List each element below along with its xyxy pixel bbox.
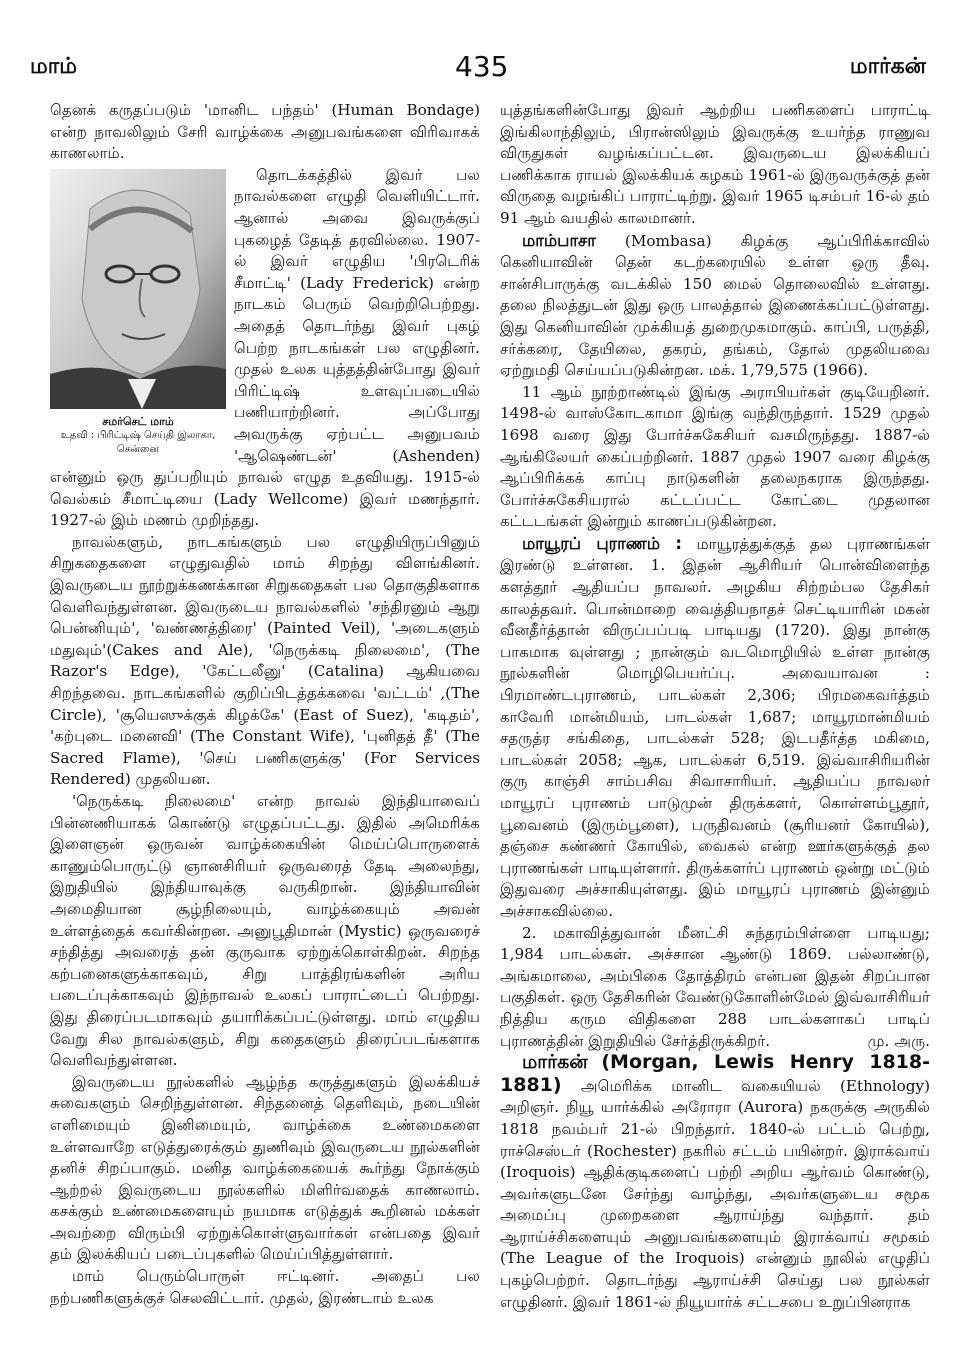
paragraph <box>500 923 930 1053</box>
page-number: 435 <box>455 50 509 83</box>
left-column <box>50 100 480 1309</box>
entry-text: மாயூரத்துக்குத் தல புராணங்கள் இரண்டு உள்ளன. 1. இதன் ஆசிரியர் பொன்விளைந்த களத்தூர் ஆதியப்ப நாவலர். அழகிய சிற்றம்பல தேசிகர் காலத்தவர். பொன்மாறை வைத்தியநாதச் செட்டியாரின் மகன் வீனதீர்த்தான் விருப்பப்படி பாடியது (1720). இது நான்கு பாகமாக வுள்ளது ; நான்கும் வடமொழியில் உள்ள நான்கு நூல்களின் மொழிபெயர்ப்பு. அவையாவன : பிரமாண்டபுராணம், பாடல்கள் 2,306; பிரமகைவர்த்தம் காவேரி மான்மியம், பாடல்கள் 1,687; மாயூரமான்மியம் சதருத்ர சங்கிதை, பாடல்கள் 528; இடபதீர்த்த மகிமை, பாடல்கள் 2058; ஆக, பாடல்கள் 6,519. இவ்வாசிரியரின் குரு காஞ்சி சாம்பசிவ சிவாசாரியர். ஆதியப்ப நாவலர் மாயூரப் புராணம் பாடுமுன் திருக்களர், கொள்ளம்பூதூர், பூவைனம் (இரும்பூளை), பருதிவனம் (சூரியனர் கோயில்), தஞ்சை கண்ணர் கோயில், வைகல் என்ற ஊர்களுக்குத் தல புராணங்கள் பாடியுள்ளார். திருக்களர்ப் புராணம் ஒன்று மட்டும் இதுவரை அச்சாகியுள்ளது. இம் மாயூரப் புராணம் இன்னும் அச்சாகவில்லை. <box>500 534 931 920</box>
entry-mombasa <box>500 230 930 382</box>
running-head-left: மாம் <box>30 54 77 79</box>
paragraph: யுத்தங்களின்போது இவர் ஆற்றிய பணிகளைப் பாராட்டி இங்கிலாந்திலும், பிரான்ஸிலும் இவருக்கு உயர்ந்த ராணுவ விருதுகள் வழங்கப்பட்டன. இவருடைய இலக்கியப் பணிக்காக ராயல் இலக்கியக் கழகம் 1961-ல் இருவருக்குத் தன் விருதை வழங்கிப் பாராட்டிற்று. இவர் 1965 டிசம்பர் 16-ல் தம் 91 ஆம் வயதில் காலமானர். <box>500 101 930 227</box>
entry-latin-name: (Mombasa) <box>624 231 712 250</box>
portrait-figure <box>50 169 226 457</box>
entry-title: மாம்பாசா <box>522 230 596 250</box>
paragraph: தொடக்கத்தில் இவர் பல நாவல்களை எழுதி வெளியிட்டார். ஆனால் அவை இவருக்குப் புகழைத் தேடித் தரவில்லை. 1907-ல் இவர் எழுதிய 'பிரடெரிக் சீமாட்டி' (Lady Frederick) என்ற நாடகம் பெரும் வெற்றிபெற்றது. அதைத் தொடர்ந்து இவர் புகழ் பெற்ற நாடகங்கள் பல எழுதினர். முதல் உலக யுத்தத்தின்போது இவர் பிரிட்டிஷ் உளவுப்படையில் பணியாற்றினர். அப்போது அவருக்கு ஏற்பட்ட அனுபவம் 'ஆஷெண்டன்' (Ashenden) என்னும் ஒரு துப்பறியும் நாவல் எழுத உதவியது. 1915-ல் வெல்கம் சீமாட்டியை (Lady Wellcome) இவர் மணந்தார். 1927-ல் இம் மணம் முறிந்தது. <box>50 165 480 530</box>
portrait-caption <box>50 415 226 457</box>
paragraph: இவருடைய நூல்களில் ஆழ்ந்த கருத்துகளும் இலக்கியச் சுவைகளும் செறிந்துள்ளன. சிந்தனைத் தெளிவும், நடையின் எளிமையும் இனிமையும், வாழ்க்கை உண்மைகளை உள்ளவாறே எடுத்துரைக்கும் துணிவும் இவருடைய நூல்களின் தனிச் சிறப்பாகும். மனித வாழ்க்கையைக் கூர்ந்து நோக்கும் ஆற்றல் இவருடைய நூல்களில் மிளிர்வதைக் காணலாம். கசக்கும் உண்மைகளையும் நயமாக எடுத்துக் கூறினல் மக்கள் அவற்றை விரும்பி ஏற்றுக்கொள்ளுவார்கள் என்பதை இவர் தம் இலக்கியப் படைப்புகளில் மெய்ப்பித்துள்ளார். <box>50 1072 480 1264</box>
entry-title: மார்கன் <box>522 1051 588 1074</box>
entry-mayura-puranam <box>500 533 930 923</box>
caption-credit: உதவி : பிரிட்டிஷ் செய்தி இலாகா, சென்னை <box>60 429 216 455</box>
entry-morgan <box>500 1052 930 1313</box>
author-initials: மு. அரு. <box>867 1031 930 1050</box>
caption-title: சமர்செட் மாம் <box>102 414 174 428</box>
paragraph: மாம் பெரும்பொருள் ஈட்டினர். அதைப் பல நற்பணிகளுக்குச் செலவிட்டார். முதல், இரண்டாம் உலக <box>50 1267 480 1307</box>
paragraph: நாவல்களும், நாடகங்களும் பல எழுதியிருப்பினும் சிறுகதைகளை எழுதுவதில் மாம் சிறந்து விளங்கினர். இவருடைய நூற்றுக்கணக்கான சிறுகதைகள் பல தொகுதிகளாக வெளிவந்துள்ளன. இவருடைய நாவல்களில் 'சந்திரனும் ஆறு பென்னியும்', 'வண்ணத்திரை' (Painted Veil), 'அடைகளும் மதுவும்'(Cakes and Ale), 'நெருக்கடி நிலைமை', (The Razor's Edge), 'கேட்டலீனு' (Catalina) ஆகியவை சிறந்தவை. நாடகங்களில் குறிப்பிடத்தக்கவை 'வட்டம்' ,(The Circle), 'சூயெஸுக்குக் கிழக்கே' (East of Suez), 'கடிதம்', 'கற்புடை மனைவி' (The Constant Wife), 'புனிதத் தீ' (The Sacred Flame), 'செய் பணிகளுக்கு' (For Services Rendered) முதலியன. <box>50 532 480 789</box>
running-head-right: மார்கன் <box>849 54 926 79</box>
paragraph: 'நெருக்கடி நிலைமை' என்ற நாவல் இந்தியாவைப் பின்னணியாகக் கொண்டு எழுதப்பட்டது. இதில் அமெரிக்க இளைஞன் ஒருவன் வாழ்க்கையின் மெய்ப்பொருளைக் காணும்பொருட்டு ஞானசிரியர் ஒருவரைத் தேடி அலைந்து, இறுதியில் இந்தியாவுக்கு வருகிறான். இந்தியாவின் அமைதியான சூழ்நிலையும், வாழ்க்கையும் அவன் உள்ளத்தைக் கவர்கின்றன. அனுபூதிமான் (Mystic) ஒருவரைச் சந்தித்து அவரைத் தன் குருவாக ஏற்றுக்கொள்கிறன். சிறந்த கற்பனைகளுக்காகவும், சிறு பாத்திரங்களின் அரிய படைப்புக்காகவும் இந்நாவல் உலகப் பாராட்டைப் பெற்றது. இது திரைப்படமாகவும் தயாரிக்கப்பட்டுள்ளது. மாம் எழுதிய வேறு சில நாவல்களும், சிறு கதைகளும் திரைப்படங்களாக வெளிவந்துள்ளன. <box>50 792 480 1070</box>
portrait-image-icon <box>50 169 226 409</box>
entry-text: 2. மகாவித்துவான் மீனட்சி சுந்தரம்பிள்ளை பாடியது; 1,984 பாடல்கள். அச்சான ஆண்டு 1869. பல்லாண்டு, அங்கமாலை, அம்பிகை தோத்திரம் என்பன இதன் சிறப்பான பகுதிகள். ஒரு தேசிகரின் வேண்டுகோளின்மேல் இவ்வாசிரியர் நித்திய கரும விதிகளை 288 பாடல்களாகப் பாடிப் புராணத்தின் இறுதியில் சேர்த்திருக்கிறர். <box>500 923 930 1050</box>
entry-text: அமெரிக்க மானிட வகையியல் (Ethnology) அறிஞர். நியூ யார்க்கில் அரோரா (Aurora) நகருக்கு அருகில் 1818 நவம்பர் 21-ல் பிறந்தார். 1840-ல் பட்டம் பெற்று, ராச்செஸ்டர் (Rochester) நகரில் சட்டம் பயின்றர். இராக்வாய் (Iroquois) ஆதிக்குடிகளைப் பற்றி அறிய ஆர்வம் கொண்டு, அவர்களுடனே சேர்ந்து வாழ்ந்து, அவர்களுடைய சமூக அமைப்பு முறைகளை ஆராய்ந்து வந்தார். தம் ஆராய்ச்சிகளையும் அனுபவங்களையும் இராக்வாய் சமூகம் (The League of the Iroquois) என்னும் நூலில் எழுதிப் புகழ்பெற்றர். தொடர்ந்து ஆராய்ச்சி செய்து பல நூல்கள் எழுதினர். இவர் 1861-ல் நியூயார்க் சட்டசபை உறுப்பினராக <box>500 1076 930 1311</box>
entry-latin-name: (Morgan, Lewis Henry 1818-1881) <box>500 1051 931 1096</box>
portrait-photo <box>50 169 226 409</box>
entry-text: கிழக்கு ஆப்பிரிக்காவில் கெனியாவின் தென் கடற்கரையில் உள்ள ஒரு தீவு. சான்சிபாருக்கு வடக்கில் 150 மைல் தொலைவில் உள்ளது. தலை நிலத்துடன் இது ஒரு பாலத்தால் இணைக்கப்பட்டுள்ளது. இது கெனியாவின் முக்கியத் துறைமுகமாகும். காப்பி, பருத்தி, சர்க்கரை, தேயிலை, தகரம், தங்கம், தோல் முதலியவை ஏற்றுமதி செய்யப்படுகின்றன. மக். 1,79,575 (1966). <box>500 231 930 380</box>
entry-title: மாயூரப் புராணம் : <box>522 533 683 553</box>
right-column <box>500 100 930 1313</box>
paragraph: தெனக் கருதப்படும் 'மானிட பந்தம்' (Human Bondage) என்ற நாவலிலும் சேரி வாழ்க்கை அனுபவங்களை விரிவாகக் காணலாம். <box>50 101 480 163</box>
paragraph: 11 ஆம் நூற்றாண்டில் இங்கு அராபியர்கள் குடியேறினர். 1498-ல் வாஸ்கோடகாமா இங்கு வந்திருந்தார். 1529 முதல் 1698 வரை இது போர்ச்சுகேசியர் வசமிருந்தது. 1887-ல் ஆங்கிலேயர் கைப்பற்றினர். 1887 முதல் 1907 வரை கிழக்கு ஆப்பிரிக்கக் காப்பு நாடுகளின் தலைநகராக இருந்தது. போர்ச்சுகேசியரால் கட்டப்பட்ட கோட்டை முதலான கட்டடங்கள் இன்றும் காணப்படுகின்றன. <box>500 382 930 531</box>
page-header <box>20 50 946 86</box>
